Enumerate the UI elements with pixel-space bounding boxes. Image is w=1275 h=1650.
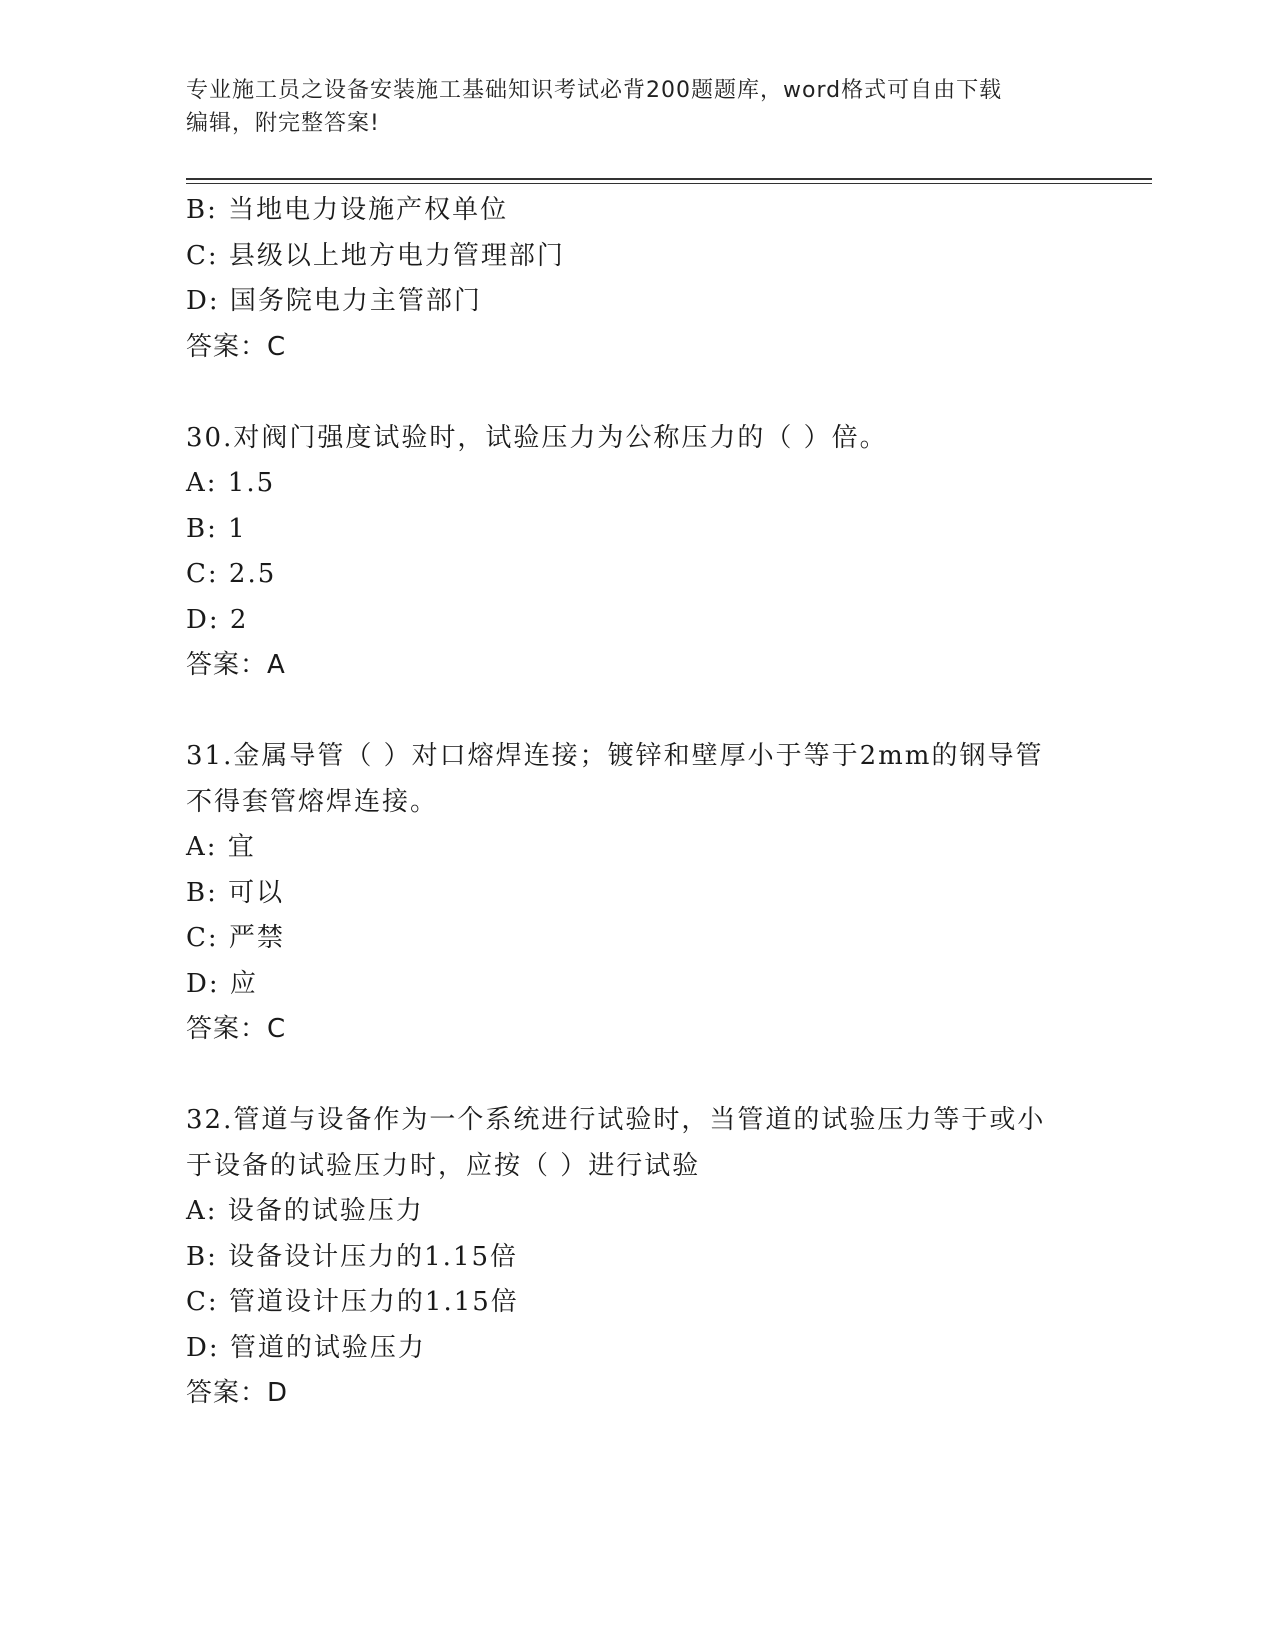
question-stem-line-2: 于设备的试验压力时，应按（ ）进行试验: [186, 1150, 701, 1181]
question-32: [186, 1098, 1086, 1417]
option-a: A: 宜: [186, 832, 256, 862]
answer-line: 答案：C: [186, 1014, 287, 1044]
question-stem-line-1: 31.金属导管（ ）对口熔焊连接；镀锌和壁厚小于等于2mm的钢导管: [186, 741, 1044, 771]
question-stem: 30.对阀门强度试验时，试验压力为公称压力的（ ）倍。: [186, 422, 888, 453]
question-stem-line-1: 32.管道与设备作为一个系统进行试验时，当管道的试验压力等于或小: [186, 1105, 1046, 1135]
option-c: C: 2.5: [186, 559, 277, 589]
option-d: D: 2: [186, 604, 249, 635]
option-d: D: 国务院电力主管部门: [186, 286, 482, 316]
answer-line: 答案：D: [186, 1378, 289, 1408]
prev-question: [186, 188, 1086, 370]
header-divider-thick: [186, 178, 1152, 180]
answer-line: 答案：C: [186, 331, 287, 362]
option-b: B: 当地电力设施产权单位: [186, 195, 509, 225]
option-d: D: 管道的试验压力: [186, 1332, 426, 1363]
question-stem-line-2: 不得套管熔焊连接。: [186, 786, 439, 817]
document-body: [186, 188, 1086, 1417]
option-c: C: 严禁: [186, 923, 285, 953]
option-c: C: 县级以上地方电力管理部门: [186, 240, 565, 271]
answer-line: 答案：A: [186, 650, 286, 680]
option-b: B: 设备设计压力的1.15倍: [186, 1241, 519, 1272]
option-b: B: 1: [186, 513, 247, 544]
question-31: [186, 734, 1086, 1053]
header-divider-thin: [186, 183, 1152, 184]
option-c: C: 管道设计压力的1.15倍: [186, 1287, 519, 1317]
question-30: [186, 416, 1086, 689]
option-a: A: 设备的试验压力: [186, 1196, 424, 1226]
option-b: B: 可以: [186, 877, 285, 908]
option-a: A: 1.5: [186, 468, 276, 498]
document-header: [186, 74, 1066, 140]
option-d: D: 应: [186, 968, 258, 999]
header-line-1: 专业施工员之设备安装施工基础知识考试必背200题题库，word格式可自由下载: [186, 78, 1003, 103]
header-line-2: 编辑，附完整答案!: [186, 111, 380, 136]
